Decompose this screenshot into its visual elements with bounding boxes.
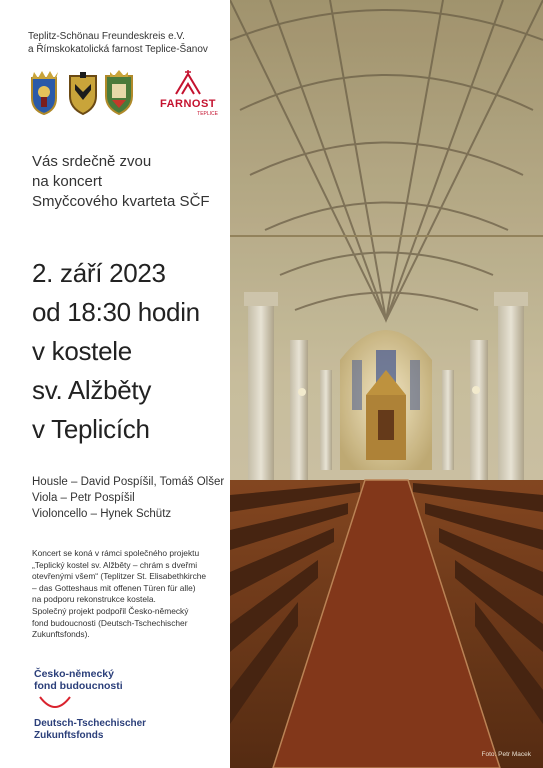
invitation-line-2: na koncert — [32, 173, 103, 190]
invitation-line-1: Vás srdečně zvou — [32, 153, 152, 170]
organizer-line-1: Teplitz-Schönau Freundeskreis e.V. — [28, 31, 185, 42]
event-place-2: sv. Alžběty — [32, 375, 152, 405]
farnost-logo — [158, 68, 218, 118]
fund-cz-line-2: fond budoucnosti — [34, 680, 123, 692]
performers-list — [32, 474, 224, 522]
event-time: od 18:30 hodin — [32, 297, 200, 327]
event-place-3: v Teplicích — [32, 414, 150, 444]
performer-cello: Violoncello – Hynek Schütz — [32, 508, 172, 520]
text-panel — [0, 0, 230, 768]
fund-cz-line-1: Česko-německý — [34, 668, 114, 680]
future-fund-logo — [32, 668, 222, 744]
teplice-crest-icon — [28, 70, 60, 116]
event-date: 2. září 2023 — [32, 258, 166, 288]
church-nave-illustration — [230, 0, 543, 768]
performer-violin: Housle – David Pospíšil, Tomáš Olšer — [32, 476, 225, 488]
project-description — [32, 548, 224, 641]
fund-de-line-2: Zukunftsfonds — [34, 730, 104, 741]
farnost-word: FARNOST — [159, 98, 217, 110]
fund-de-line-1: Deutsch-Tschechischer — [34, 718, 147, 729]
project-line-8: Zukunftsfonds). — [32, 629, 90, 640]
fund-name-de — [34, 718, 146, 742]
invitation — [32, 152, 210, 212]
invitation-line-3: Smyčcového kvarteta SČF — [32, 193, 210, 210]
event-place-1: v kostele — [32, 336, 132, 366]
organizer-line-2: a Římskokatolická farnost Teplice-Šanov — [28, 44, 208, 55]
project-line-1: Koncert se koná v rámci společného projektu — [32, 548, 200, 558]
church-roof-icon — [174, 70, 202, 96]
fund-arc-icon — [38, 695, 72, 713]
project-line-5: na podporu rekonstrukce kostela. — [32, 594, 156, 605]
sanov-crest-icon — [68, 70, 98, 116]
project-line-4: – das Gotteshaus mit offenen Türen für alle) — [32, 582, 196, 593]
organizers — [28, 30, 208, 56]
farnost-sub: TEPLICE — [197, 111, 218, 117]
church-interior-photo — [230, 0, 543, 768]
project-line-7: fond budoucnosti (Deutsch-Tschechischer — [32, 617, 188, 628]
fund-name-cz — [34, 668, 123, 692]
project-line-2: „Teplický kostel sv. Alžběty – chrám s dveřmi — [32, 559, 198, 570]
district-crest-icon — [104, 70, 134, 116]
project-line-6: Společný projekt podpořil Česko-německý — [32, 605, 189, 616]
photo-credit: Foto: Petr Macek — [481, 751, 531, 758]
performer-viola: Viola – Petr Pospíšil — [32, 492, 135, 504]
event-headline — [32, 254, 200, 449]
project-line-3: otevřenými všem“ (Teplitzer St. Elisabethkirche — [32, 571, 207, 582]
logo-row — [28, 66, 218, 120]
